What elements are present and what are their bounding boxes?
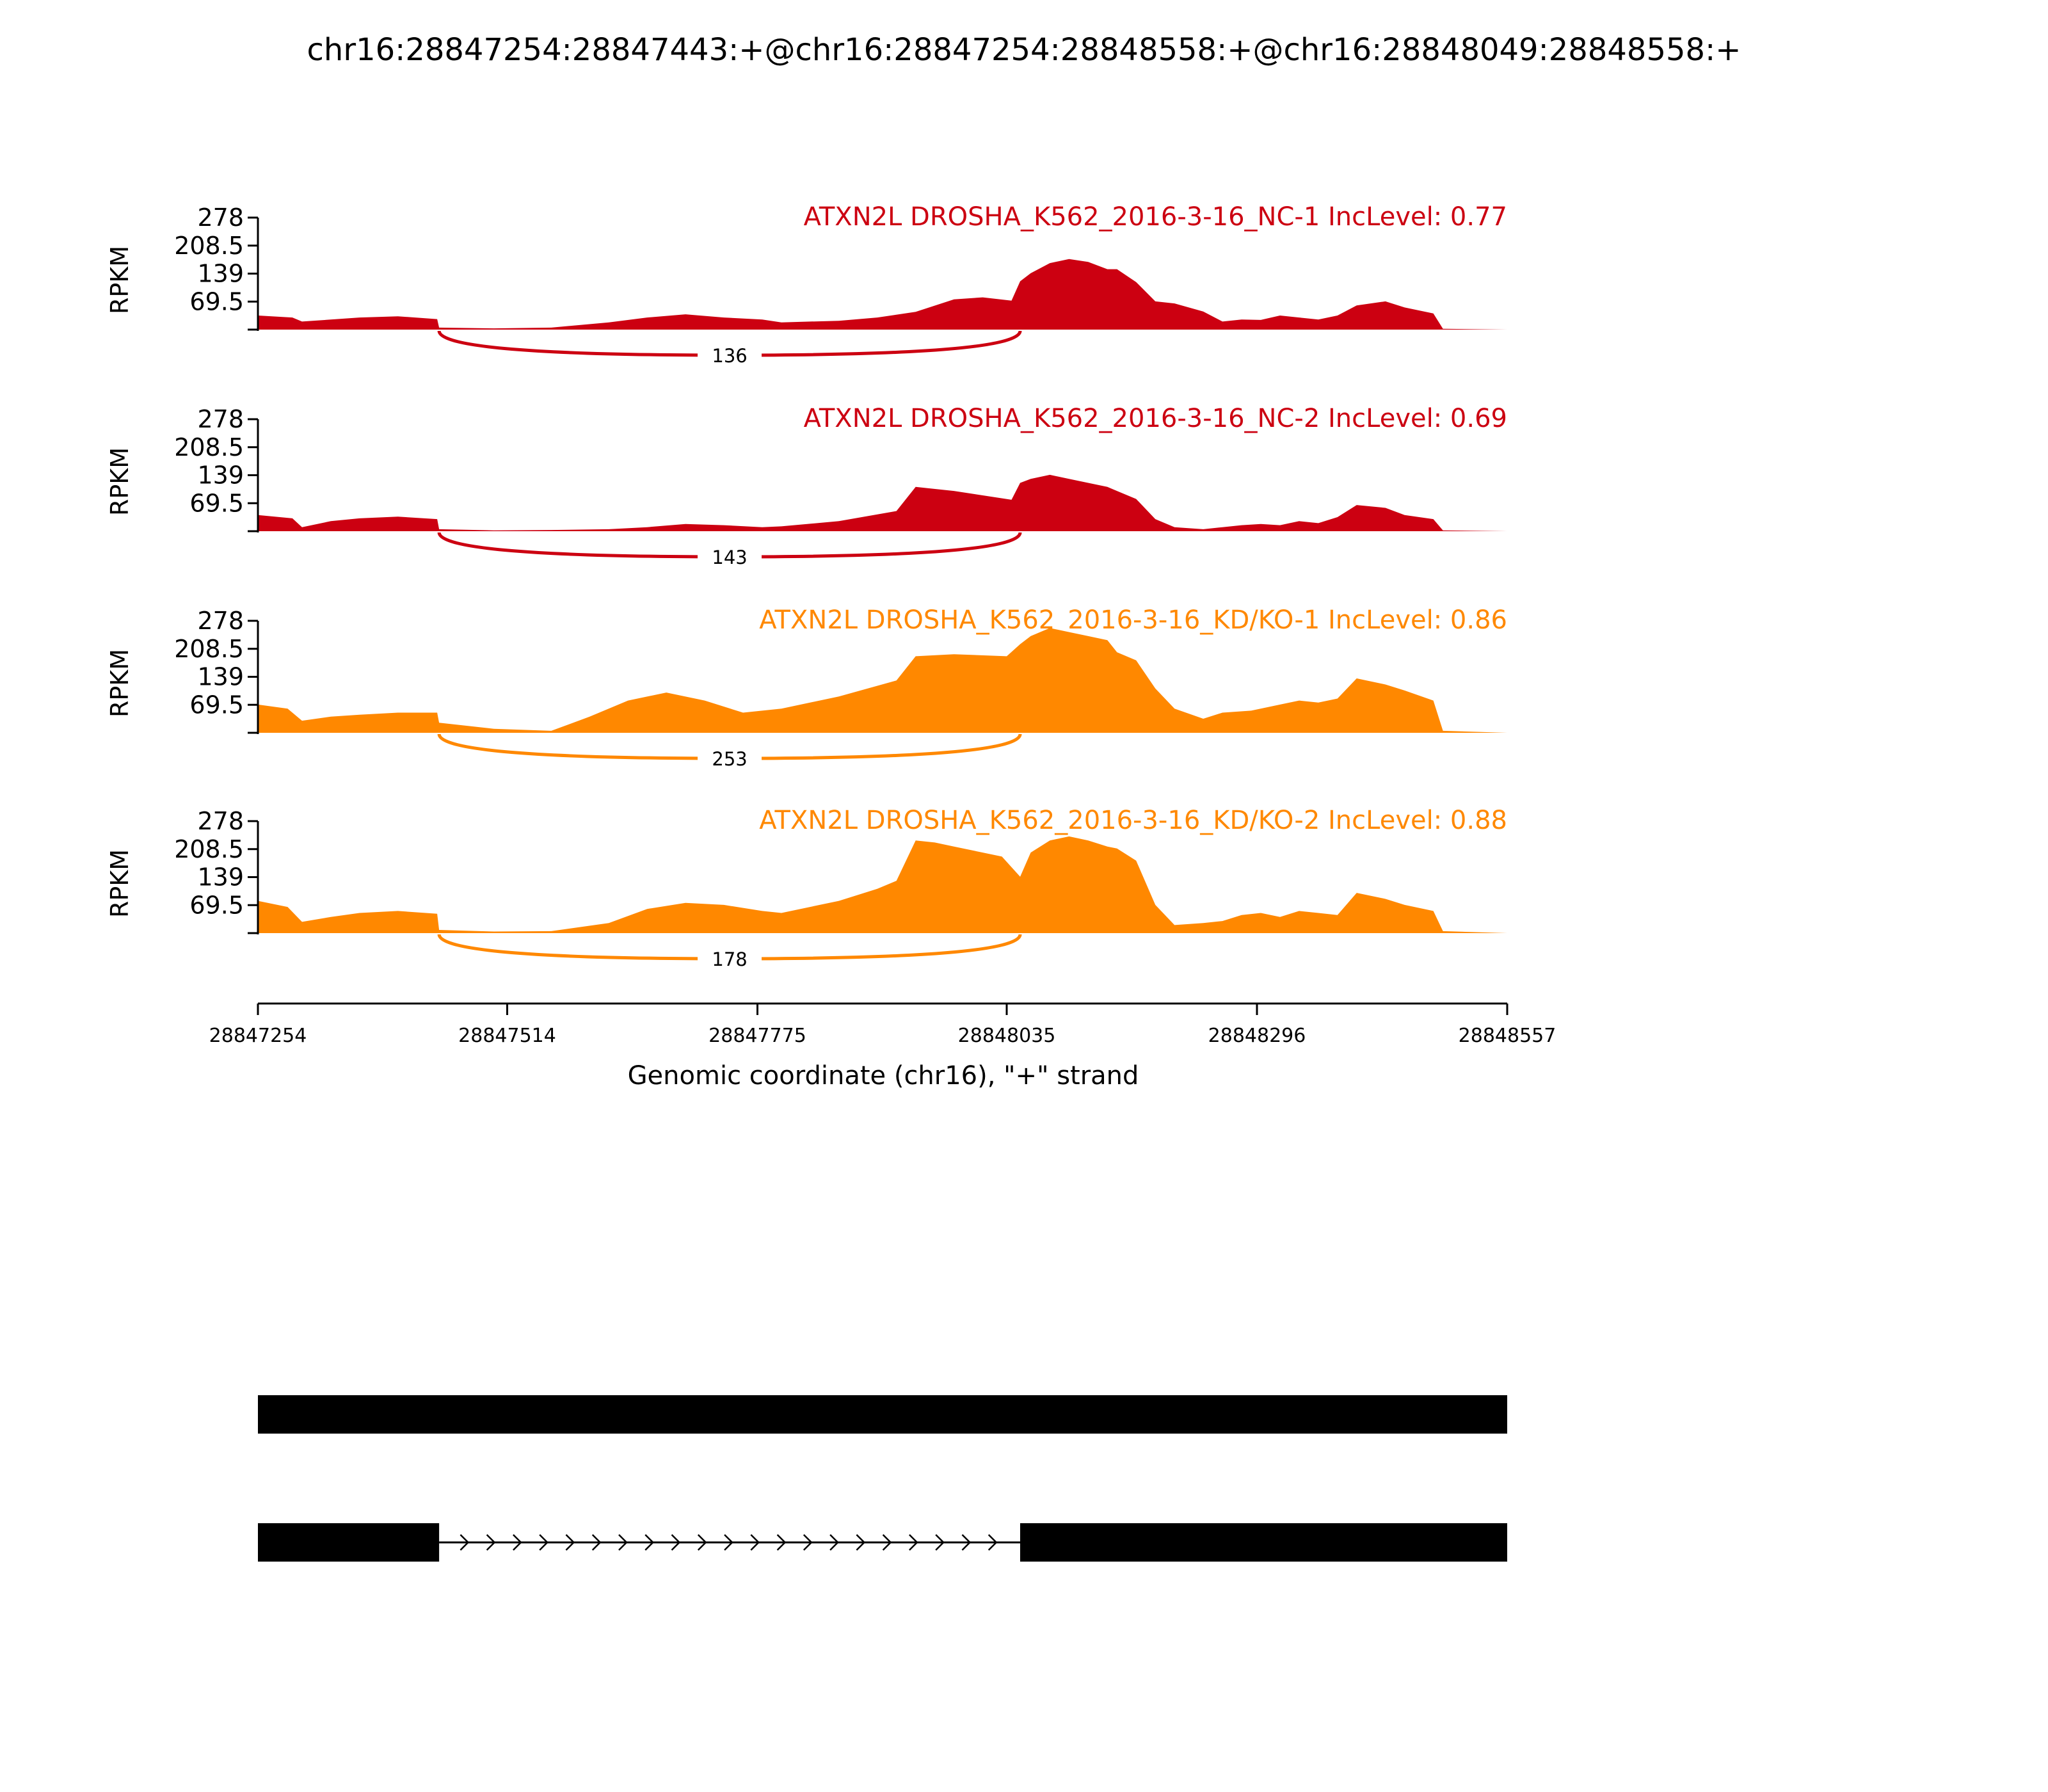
junction-count: 253 [712, 748, 748, 770]
track-label: ATXN2L DROSHA_K562_2016-3-16_NC-1 IncLevel: 0.77 [803, 202, 1507, 232]
x-tick-label: 28847254 [209, 1025, 307, 1047]
y-axis-label: RPKM [106, 849, 134, 918]
y-tick-label: 69.5 [189, 691, 244, 719]
coverage-tracks [106, 202, 1507, 973]
track-label: ATXN2L DROSHA_K562_2016-3-16_KD/KO-2 IncLevel: 0.88 [759, 806, 1507, 835]
y-axis-label: RPKM [106, 648, 134, 718]
coverage-area [258, 259, 1507, 330]
x-tick-label: 28848296 [1208, 1025, 1306, 1047]
y-tick-label: 139 [197, 461, 244, 490]
x-axis [209, 1004, 1556, 1047]
junction-count: 136 [712, 345, 748, 367]
y-tick-label: 69.5 [189, 891, 244, 920]
track-label: ATXN2L DROSHA_K562_2016-3-16_NC-2 IncLevel: 0.69 [803, 404, 1507, 433]
y-tick-label: 69.5 [189, 489, 244, 518]
y-tick-label: 278 [197, 807, 244, 835]
x-axis-label: Genomic coordinate (chr16), "+" strand [627, 1061, 1139, 1091]
x-tick-label: 28848035 [957, 1025, 1056, 1047]
x-tick-label: 28847775 [708, 1025, 806, 1047]
x-tick-label: 28847514 [458, 1025, 556, 1047]
chart-title: chr16:28847254:28847443:+@chr16:28847254:28848558:+@chr16:28848049:28848558:+ [307, 32, 1741, 68]
coverage-area [258, 475, 1507, 531]
y-tick-label: 69.5 [189, 287, 244, 316]
exon-block [258, 1395, 1507, 1434]
y-tick-label: 208.5 [174, 231, 244, 260]
y-axis-label: RPKM [106, 245, 134, 315]
track-4 [106, 806, 1507, 973]
junction-count: 143 [712, 547, 748, 568]
y-tick-label: 278 [197, 204, 244, 232]
exon-block [258, 1523, 439, 1562]
coverage-area [258, 628, 1507, 733]
y-axis-label: RPKM [106, 447, 134, 516]
transcript-1 [258, 1395, 1507, 1434]
y-tick-label: 208.5 [174, 835, 244, 863]
track-3 [106, 605, 1507, 772]
y-tick-label: 208.5 [174, 634, 244, 663]
y-tick-label: 139 [197, 662, 244, 691]
exon-block [1020, 1523, 1507, 1562]
y-tick-label: 208.5 [174, 433, 244, 461]
transcript-2 [258, 1523, 1507, 1562]
x-tick-label: 28848557 [1458, 1025, 1556, 1047]
junction-count: 178 [712, 948, 748, 970]
y-tick-label: 139 [197, 863, 244, 892]
coverage-area [258, 836, 1507, 933]
y-tick-label: 139 [197, 259, 244, 288]
y-tick-label: 278 [197, 405, 244, 433]
track-1 [106, 202, 1507, 369]
track-2 [106, 404, 1507, 571]
y-tick-label: 278 [197, 607, 244, 635]
transcript-models [258, 1395, 1507, 1562]
track-label: ATXN2L DROSHA_K562_2016-3-16_KD/KO-1 IncLevel: 0.86 [759, 605, 1507, 635]
